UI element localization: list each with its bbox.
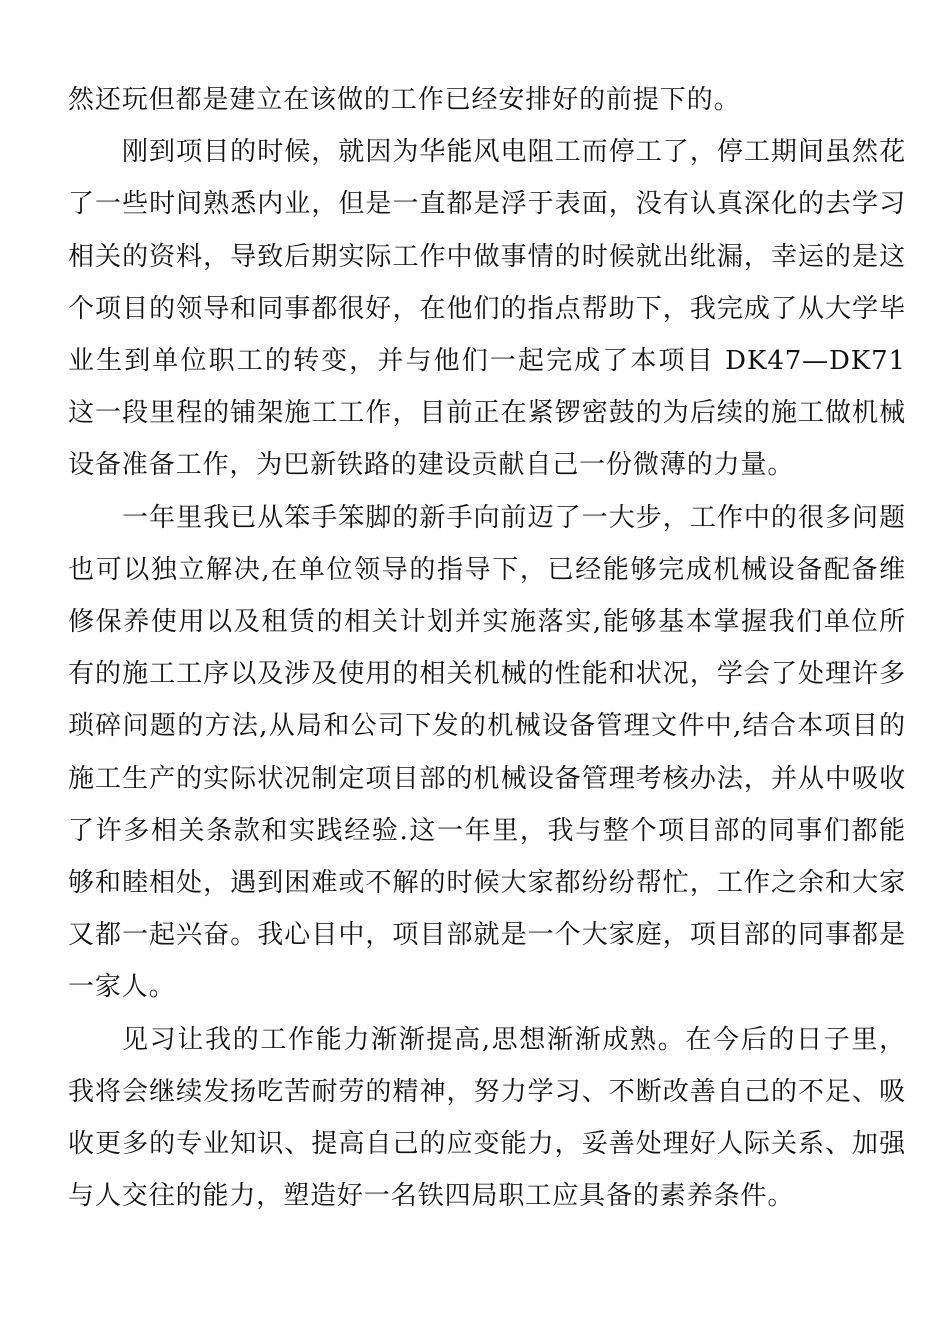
paragraph-continuation: 然还玩但都是建立在该做的工作已经安排好的前提下的。	[68, 85, 741, 115]
paragraph-future-plans: 见习让我的工作能力渐渐提高,思想渐渐成熟。在今后的日子里，我将会继续发扬吃苦耐劳的精神，努力学习、不断改善自己的不足、吸收更多的专业知识、提高自己的应变能力，妥善处理好人际关系、加强与人交往的能力，塑造好一名铁四局职工应具备的素养条件。	[68, 1024, 906, 1212]
paragraph-year-progress: 一年里我已从笨手笨脚的新手向前迈了一大步，工作中的很多问题也可以独立解决,在单位领导的指导下，已经能够完成机械设备配备维修保养使用以及租赁的相关计划并实施落实,能够基本掌握我们单位所有的施工工序以及涉及使用的相关机械的性能和状况，学会了处理许多琐碎问题的方法,从局和公司下发的机械设备管理文件中,结合本项目的施工生产的实际状况制定项目部的机械设备管理考核办法，并从中吸收了许多相关条款和实践经验.这一年里，我与整个项目部的同事们都能够和睦相处，遇到困难或不解的时候大家都纷纷帮忙，工作之余和大家又都一起兴奋。我心目中，项目部就是一个大家庭，项目部的同事都是一家人。	[68, 502, 906, 1003]
document-page	[68, 74, 906, 1222]
paragraph-project-start: 刚到项目的时候，就因为华能风电阻工而停工了，停工期间虽然花了一些时间熟悉内业，但是一直都是浮于表面，没有认真深化的去学习相关的资料，导致后期实际工作中做事情的时候就出纰漏，幸运的是这个项目的领导和同事都很好，在他们的指点帮助下，我完成了从大学毕业生到单位职工的转变，并与他们一起完成了本项目 DK47—DK71 这一段里程的铺架施工工作，目前正在紧锣密鼓的为后续的施工做机械设备准备工作，为巴新铁路的建设贡献自己一份微薄的力量。	[68, 137, 906, 481]
